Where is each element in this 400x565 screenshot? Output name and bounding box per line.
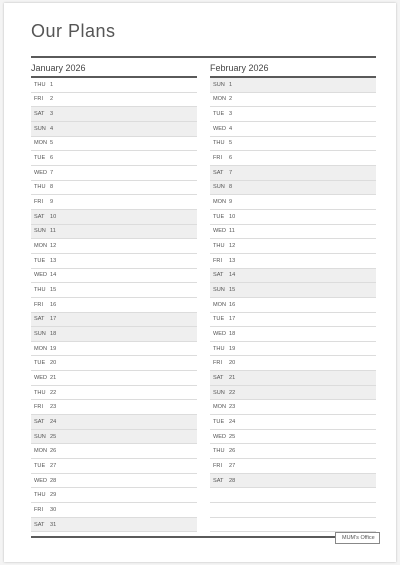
day-row[interactable] <box>31 415 197 430</box>
day-row[interactable] <box>31 503 197 518</box>
day-row[interactable] <box>31 327 197 342</box>
day-of-week: SUN <box>34 228 46 235</box>
day-number: 16 <box>50 301 57 308</box>
day-of-week: FRI <box>213 155 223 162</box>
day-number: 19 <box>229 345 236 352</box>
day-number: 7 <box>50 169 54 176</box>
day-number: 26 <box>229 448 236 455</box>
day-number: 27 <box>229 462 236 469</box>
day-number: 18 <box>50 330 57 337</box>
day-number: 9 <box>229 199 233 206</box>
day-of-week: SAT <box>213 169 224 176</box>
page-title: Our Plans <box>31 21 116 41</box>
day-number: 7 <box>229 169 233 176</box>
day-of-week: MON <box>34 140 48 147</box>
day-row[interactable] <box>31 137 197 152</box>
day-row[interactable] <box>31 430 197 445</box>
day-of-week: MON <box>213 301 227 308</box>
day-number: 28 <box>50 477 57 484</box>
day-row[interactable] <box>210 181 376 196</box>
day-number: 28 <box>229 477 236 484</box>
day-of-week: THU <box>213 448 225 455</box>
day-of-week: MON <box>213 404 227 411</box>
day-row[interactable] <box>210 283 376 298</box>
day-number: 24 <box>229 418 236 425</box>
day-of-week: MON <box>213 96 227 103</box>
day-row[interactable] <box>31 459 197 474</box>
brand-tag: MUM's Office <box>335 532 380 544</box>
day-of-week: FRI <box>213 462 223 469</box>
day-row[interactable] <box>210 386 376 401</box>
month-column-january <box>31 61 197 532</box>
day-row[interactable] <box>31 342 197 357</box>
day-number: 5 <box>229 140 233 147</box>
day-number: 3 <box>229 111 233 118</box>
day-number: 11 <box>50 228 56 235</box>
day-number: 25 <box>50 433 57 440</box>
day-of-week: FRI <box>34 301 44 308</box>
day-number: 21 <box>229 374 236 381</box>
title-divider <box>31 56 376 58</box>
day-row[interactable] <box>210 459 376 474</box>
day-of-week: SUN <box>34 433 46 440</box>
day-of-week: SAT <box>34 111 45 118</box>
day-of-week: WED <box>34 477 48 484</box>
day-of-week: TUE <box>213 316 225 323</box>
day-number: 26 <box>50 448 57 455</box>
day-row[interactable] <box>210 107 376 122</box>
day-row[interactable] <box>210 400 376 415</box>
day-row[interactable] <box>31 474 197 489</box>
day-number: 29 <box>50 492 57 499</box>
day-row[interactable] <box>210 474 376 489</box>
day-of-week: FRI <box>34 96 44 103</box>
day-of-week: SAT <box>34 521 45 528</box>
day-number: 12 <box>50 243 57 250</box>
day-number: 21 <box>50 374 57 381</box>
day-number: 20 <box>50 360 57 367</box>
day-number: 17 <box>229 316 236 323</box>
day-number: 22 <box>50 389 57 396</box>
day-of-week: SAT <box>34 213 45 220</box>
day-number: 3 <box>50 111 54 118</box>
day-of-week: THU <box>34 81 46 88</box>
day-row[interactable] <box>31 107 197 122</box>
day-of-week: TUE <box>34 462 46 469</box>
day-of-week: SAT <box>34 418 45 425</box>
day-of-week: FRI <box>34 404 44 411</box>
day-number: 24 <box>50 418 57 425</box>
day-of-week: THU <box>34 287 46 294</box>
day-row[interactable] <box>210 430 376 445</box>
day-number: 9 <box>50 199 54 206</box>
day-number: 31 <box>50 521 57 528</box>
day-row[interactable] <box>210 93 376 108</box>
day-row[interactable] <box>210 151 376 166</box>
day-of-week: THU <box>34 492 46 499</box>
day-row[interactable] <box>210 444 376 459</box>
day-number: 10 <box>50 213 57 220</box>
day-of-week: THU <box>34 389 46 396</box>
day-of-week: TUE <box>34 155 46 162</box>
day-number: 12 <box>229 243 236 250</box>
day-of-week: MON <box>34 448 48 455</box>
day-number: 20 <box>229 360 236 367</box>
day-number: 30 <box>50 506 57 513</box>
day-of-week: WED <box>34 374 48 381</box>
day-of-week: FRI <box>34 506 44 513</box>
blank-row <box>210 503 376 518</box>
day-of-week: TUE <box>213 213 225 220</box>
day-row[interactable] <box>210 371 376 386</box>
day-number: 15 <box>50 287 57 294</box>
day-of-week: SUN <box>213 287 225 294</box>
day-number: 25 <box>229 433 236 440</box>
day-row[interactable] <box>210 239 376 254</box>
day-of-week: THU <box>213 243 225 250</box>
day-number: 2 <box>229 96 233 103</box>
day-row[interactable] <box>210 195 376 210</box>
day-number: 23 <box>50 404 57 411</box>
day-of-week: WED <box>213 330 227 337</box>
day-list <box>210 78 376 532</box>
day-row[interactable] <box>31 371 197 386</box>
day-number: 2 <box>50 96 54 103</box>
blank-row <box>210 518 376 533</box>
day-row[interactable] <box>210 78 376 93</box>
day-of-week: FRI <box>213 257 223 264</box>
day-row[interactable] <box>210 225 376 240</box>
day-of-week: MON <box>213 199 227 206</box>
day-number: 19 <box>50 345 57 352</box>
day-of-week: SUN <box>34 330 46 337</box>
day-of-week: MON <box>34 243 48 250</box>
day-row[interactable] <box>31 400 197 415</box>
day-row[interactable] <box>210 122 376 137</box>
day-row[interactable] <box>31 195 197 210</box>
day-row[interactable] <box>31 283 197 298</box>
day-number: 27 <box>50 462 57 469</box>
day-number: 11 <box>229 228 235 235</box>
day-row[interactable] <box>210 356 376 371</box>
day-of-week: THU <box>213 140 225 147</box>
day-of-week: TUE <box>34 257 46 264</box>
day-number: 14 <box>229 272 236 279</box>
day-row[interactable] <box>31 122 197 137</box>
day-row[interactable] <box>31 166 197 181</box>
month-column-february <box>210 61 376 532</box>
day-of-week: TUE <box>34 360 46 367</box>
day-row[interactable] <box>31 254 197 269</box>
day-of-week: THU <box>213 345 225 352</box>
day-number: 1 <box>229 81 233 88</box>
day-of-week: WED <box>34 272 48 279</box>
day-row[interactable] <box>31 444 197 459</box>
day-number: 22 <box>229 389 236 396</box>
planner-page <box>4 3 396 562</box>
day-row[interactable] <box>31 225 197 240</box>
day-number: 5 <box>50 140 54 147</box>
day-row[interactable] <box>210 210 376 225</box>
day-row[interactable] <box>210 313 376 328</box>
day-row[interactable] <box>31 386 197 401</box>
day-of-week: MON <box>34 345 48 352</box>
day-row[interactable] <box>31 298 197 313</box>
day-row[interactable] <box>31 151 197 166</box>
day-row[interactable] <box>210 415 376 430</box>
blank-row <box>210 488 376 503</box>
day-of-week: SUN <box>213 81 225 88</box>
day-row[interactable] <box>31 488 197 503</box>
day-row[interactable] <box>31 93 197 108</box>
day-number: 17 <box>50 316 57 323</box>
day-number: 13 <box>229 257 236 264</box>
day-row[interactable] <box>210 137 376 152</box>
month-heading: January 2026 <box>31 63 86 73</box>
day-of-week: FRI <box>213 360 223 367</box>
day-number: 8 <box>50 184 54 191</box>
day-of-week: WED <box>213 228 227 235</box>
day-number: 8 <box>229 184 233 191</box>
day-of-week: SUN <box>34 125 46 132</box>
day-number: 14 <box>50 272 57 279</box>
day-row[interactable] <box>31 210 197 225</box>
day-row[interactable] <box>31 269 197 284</box>
day-row[interactable] <box>210 166 376 181</box>
day-of-week: SAT <box>213 272 224 279</box>
day-row[interactable] <box>210 269 376 284</box>
day-of-week: SAT <box>34 316 45 323</box>
day-number: 6 <box>50 155 54 162</box>
day-row[interactable] <box>210 327 376 342</box>
day-row[interactable] <box>31 356 197 371</box>
day-of-week: WED <box>213 125 227 132</box>
day-of-week: WED <box>34 169 48 176</box>
day-of-week: SAT <box>213 374 224 381</box>
day-of-week: FRI <box>34 199 44 206</box>
day-row[interactable] <box>210 342 376 357</box>
day-number: 4 <box>229 125 233 132</box>
day-number: 6 <box>229 155 233 162</box>
day-of-week: SUN <box>213 389 225 396</box>
footer-divider <box>31 536 336 538</box>
day-of-week: TUE <box>213 111 225 118</box>
day-row[interactable] <box>210 254 376 269</box>
day-number: 18 <box>229 330 236 337</box>
day-row[interactable] <box>31 181 197 196</box>
day-number: 16 <box>229 301 236 308</box>
day-row[interactable] <box>210 298 376 313</box>
day-of-week: TUE <box>213 418 225 425</box>
day-of-week: SUN <box>213 184 225 191</box>
day-row[interactable] <box>31 313 197 328</box>
day-number: 15 <box>229 287 236 294</box>
day-row[interactable] <box>31 239 197 254</box>
day-number: 23 <box>229 404 236 411</box>
day-row[interactable] <box>31 518 197 533</box>
day-of-week: SAT <box>213 477 224 484</box>
day-row[interactable] <box>31 78 197 93</box>
day-number: 1 <box>50 81 54 88</box>
day-number: 13 <box>50 257 57 264</box>
month-heading: February 2026 <box>210 63 269 73</box>
day-number: 10 <box>229 213 236 220</box>
day-list <box>31 78 197 532</box>
day-number: 4 <box>50 125 54 132</box>
day-of-week: WED <box>213 433 227 440</box>
day-of-week: THU <box>34 184 46 191</box>
